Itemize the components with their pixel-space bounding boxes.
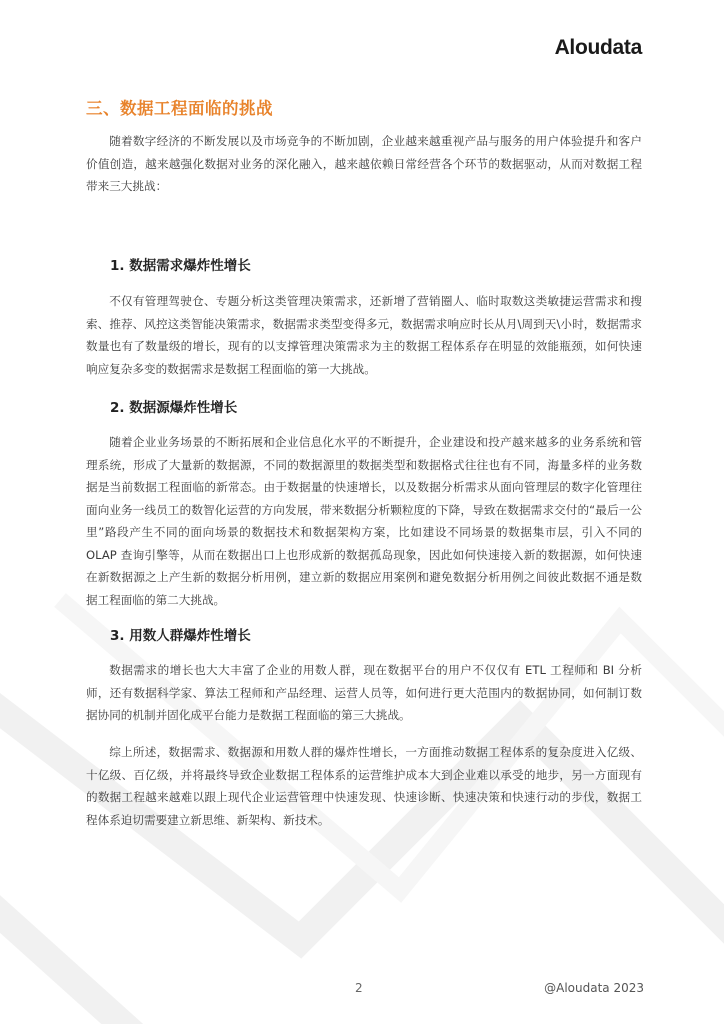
brand-logo: Aloudata <box>554 36 642 59</box>
summary-paragraph: 综上所述，数据需求、数据源和用数人群的爆炸性增长，一方面推动数据工程体系的复杂度进入亿级、十亿级、百亿级，并将最终导致企业数据工程体系的运营维护成本大到企业难以承受的地步，另一方面现有的数据工程越来越难以跟上现代企业运营管理中快速发现、快速诊断、快速决策和快速行动的步伐，数据工程体系迫切需要建立新思维、新架构、新技术。 <box>86 745 642 827</box>
intro-paragraph: 随着数字经济的不断发展以及市场竞争的不断加剧，企业越来越重视产品与服务的用户体验提升和客户价值创造，越来越强化数据对业务的深化融入，越来越依赖日常经营各个环节的数据驱动，从而对数据工程带来三大挑战： <box>86 134 642 193</box>
challenge-1-body: 不仅有管理驾驶仓、专题分析这类管理决策需求，还新增了营销圈人、临时取数这类敏捷运营需求和搜索、推荐、风控这类智能决策需求，数据需求类型变得多元，数据需求响应时长从月\周到天\小时，数据需求数量也有了数量级的增长，现有的以支撑管理决策需求为主的数据工程体系存在明显的效能瓶颈，如何快速响应复杂多变的数据需求是数据工程面临的第一大挑战。 <box>86 294 642 376</box>
challenge-3-body: 数据需求的增长也大大丰富了企业的用数人群，现在数据平台的用户不仅仅有 ETL 工程师和 BI 分析师，还有数据科学家、算法工程师和产品经理、运营人员等，如何进行更大范围内的数据协同，如何制订数据协同的机制并固化成平台能力是数据工程面临的第三大挑战。 <box>86 663 642 722</box>
challenge-1-title: 1. 数据需求爆炸性增长 <box>110 258 251 274</box>
challenge-2-body: 随着企业业务场景的不断拓展和企业信息化水平的不断提升，企业建设和投产越来越多的业务系统和管理系统，形成了大量新的数据源，不同的数据源里的数据类型和数据格式往往也有不同，海量多样的业务数据是当前数据工程面临的新常态。由于数据量的快速增长，以及数据分析需求从面向管理层的数字化管理往面向业务一线员工的数智化运营的方向发展，带来数据分析颗粒度的下降，导致在数据需求交付的“最后一公里”路段产生不同的面向场景的数据技术和数据架构方案，比如建设不同场景的数据集市层，引入不同的 OLAP 查询引擎等，从而在数据出口上也形成新的数据孤岛现象，因此如何快速接入新的数据源，如何快速在新数据源之上产生新的数据分析用例，建立新的数据应用案例和避免数据分析用例之间彼此数据不通是数据工程面临的第二大挑战。 <box>86 435 642 607</box>
page-number: 2 <box>355 981 363 995</box>
section-title: 三、数据工程面临的挑战 <box>86 99 273 118</box>
footer-copyright: @Aloudata 2023 <box>544 981 644 995</box>
challenge-3-title: 3. 用数人群爆炸性增长 <box>110 628 251 644</box>
challenge-2-title: 2. 数据源爆炸性增长 <box>110 400 238 416</box>
